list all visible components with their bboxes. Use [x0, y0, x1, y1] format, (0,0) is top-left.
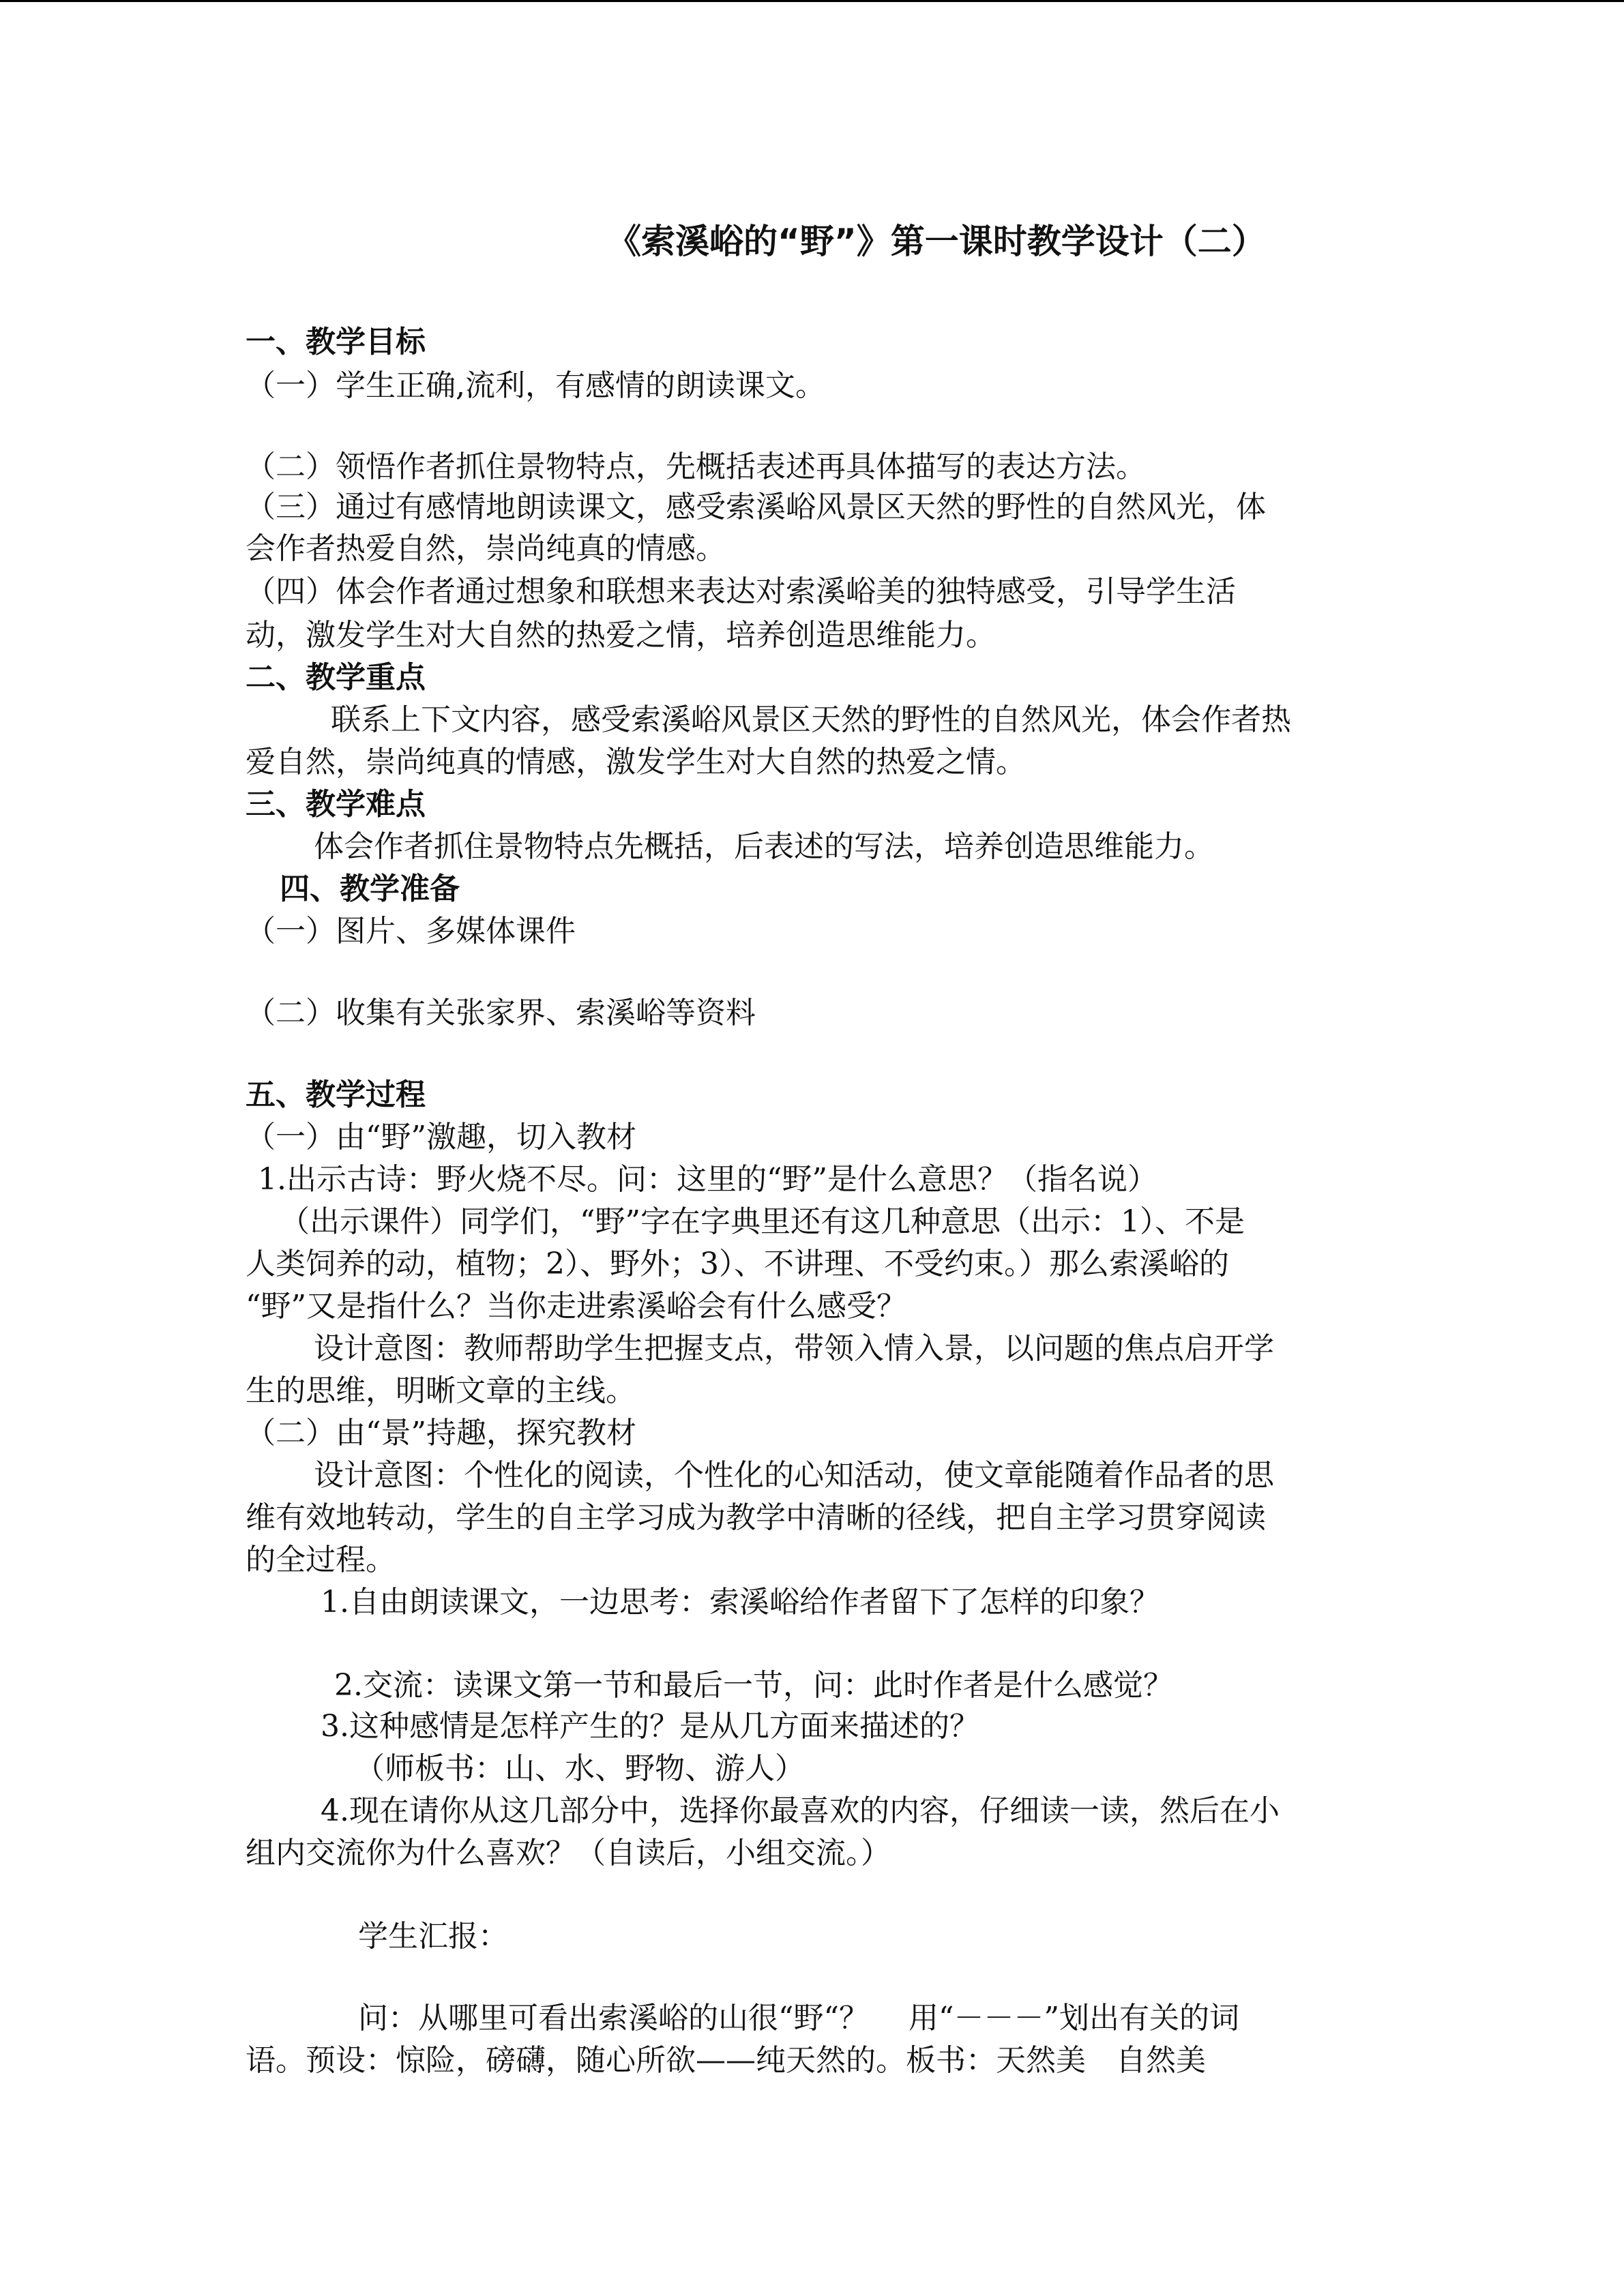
process-step-1-item-1: 1.出示古诗：野火烧不尽。问：这里的“野”是什么意思？（指名说）	[258, 1162, 1157, 1197]
process-step-2-item-1: 1.自由朗读课文，一边思考：索溪峪给作者留下了怎样的印象？	[321, 1585, 1160, 1620]
objective-4-line-1: （四）体会作者通过想象和联想来表达对索溪峪美的独特感受，引导学生活	[246, 574, 1236, 609]
objective-3-line-1: （三）通过有感情地朗读课文，感受索溪峪风景区天然的野性的自然风光，体	[246, 490, 1266, 524]
objective-4-line-2: 动，激发学生对大自然的热爱之情，培养创造思维能力。	[246, 618, 996, 653]
design-intent-2-line-3: 的全过程。	[246, 1542, 396, 1577]
objective-2: （二）领悟作者抓住景物特点，先概括表述再具体描写的表达方法。	[246, 449, 1146, 484]
section-heading-process: 五、教学过程	[246, 1077, 426, 1112]
question-line-2: 语。预设：惊险，磅礴，随心所欲——纯天然的。板书：天然美 自然美	[246, 2043, 1206, 2078]
process-step-1-text-line-1: （出示课件）同学们，“野”字在字典里还有这几种意思（出示：1）、不是	[280, 1204, 1245, 1239]
blackboard-note-1: （师板书：山、水、野物、游人）	[355, 1751, 805, 1786]
difficulties-text: 体会作者抓住景物特点先概括，后表述的写法，培养创造思维能力。	[314, 829, 1214, 864]
design-intent-1-line-1: 设计意图：教师帮助学生把握支点，带领入情入景，以问题的焦点启开学	[314, 1331, 1274, 1366]
student-report-label: 学生汇报：	[358, 1919, 508, 1954]
process-step-2-heading: （二）由“景”持趣，探究教材	[246, 1416, 636, 1450]
process-step-2-item-4-line-1: 4.现在请你从这几部分中，选择你最喜欢的内容，仔细读一读，然后在小	[321, 1793, 1280, 1828]
top-border-line	[0, 0, 1624, 2]
section-heading-difficulties: 三、教学难点	[246, 787, 426, 822]
process-step-1-text-line-2: 人类饲养的动，植物；2）、野外；3）、不讲理、不受约束。）那么索溪峪的	[246, 1247, 1229, 1281]
section-heading-key-points: 二、教学重点	[246, 660, 426, 695]
design-intent-2-line-1: 设计意图：个性化的阅读，个性化的心知活动，使文章能随着作品者的思	[314, 1458, 1274, 1493]
objective-1: （一）学生正确,流利，有感情的朗读课文。	[246, 368, 825, 403]
process-step-2-item-2: 2.交流：读课文第一节和最后一节，问：此时作者是什么感觉？	[334, 1668, 1173, 1703]
process-step-1-heading: （一）由“野”激趣，切入教材	[246, 1120, 636, 1154]
design-intent-1-line-2: 生的思维，明晰文章的主线。	[246, 1373, 636, 1408]
question-line-1: 问：从哪里可看出索溪峪的山很“野“？ 用“－－－”划出有关的词	[358, 2001, 1239, 2036]
process-step-2-item-3: 3.这种感情是怎样产生的？是从几方面来描述的？	[321, 1709, 979, 1744]
key-points-line-2: 爱自然，崇尚纯真的情感，激发学生对大自然的热爱之情。	[246, 745, 1026, 779]
process-step-2-item-4-line-2: 组内交流你为什么喜欢？（自读后，小组交流。）	[246, 1836, 891, 1870]
objective-3-line-2: 会作者热爱自然，崇尚纯真的情感。	[246, 531, 726, 566]
process-step-1-text-line-3: “野”又是指什么？当你走进索溪峪会有什么感受？	[246, 1289, 906, 1324]
design-intent-2-line-2: 维有效地转动，学生的自主学习成为教学中清晰的径线，把自主学习贯穿阅读	[246, 1500, 1266, 1535]
key-points-line-1: 联系上下文内容，感受索溪峪风景区天然的野性的自然风光，体会作者热	[331, 702, 1291, 737]
section-heading-objectives: 一、教学目标	[246, 325, 426, 359]
preparation-1: （一）图片、多媒体课件	[246, 914, 576, 949]
section-heading-preparation: 四、教学准备	[280, 871, 460, 906]
document-title: 《索溪峪的“野”》第一课时教学设计（二）	[607, 222, 1266, 261]
preparation-2: （二）收集有关张家界、索溪峪等资料	[246, 996, 756, 1030]
